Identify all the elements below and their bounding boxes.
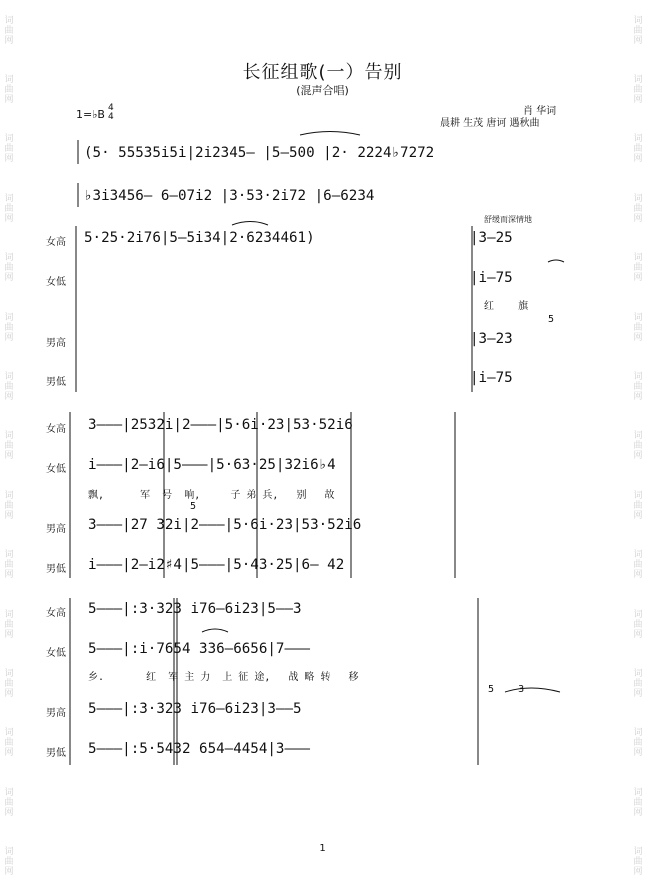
part-label-soprano: 女高: [46, 237, 66, 248]
part-label-bass: 男低: [46, 748, 66, 759]
tenor-line: 3–––|27 32i|2–––|5·6i·23|53·52i6: [88, 517, 362, 533]
key-signature: 1=♭B: [76, 108, 105, 121]
bass-line: i–––|2–i2♯4|5–––|5·43·25|6– 42: [88, 557, 345, 573]
song-subtitle: (混声合唱): [296, 84, 349, 97]
part-label-soprano: 女高: [46, 424, 66, 435]
bass-line: 5–––|:5·5432 654–4454|3–––: [88, 741, 311, 757]
part-label-bass: 男低: [46, 377, 66, 388]
alto-line: i–––|2–i6|5–––|5·63·25|32i6♭4: [88, 457, 336, 473]
tenor-upper-note: 5: [190, 501, 197, 512]
tie: [505, 688, 560, 692]
composer-credit: 晨耕 生茂 唐诃 遇秋曲: [440, 118, 540, 129]
bass-line: |i–75: [470, 370, 513, 386]
tenor-upper-note: 5: [548, 314, 555, 325]
watermark-right: 词曲网 词曲网 词曲网 词曲网 词曲网 词曲网 词曲网 词曲网 词曲网 词曲网 词曲网 词曲网 词曲网 词曲网 词曲网: [631, 14, 642, 877]
part-label-alto: 女低: [46, 648, 66, 659]
intro-line-2: ♭3i3456– 6–07i2 |3·53·2i72 |6–6234: [84, 188, 375, 204]
part-label-soprano: 女高: [46, 608, 66, 619]
soprano-line: |3–25: [470, 230, 513, 246]
tie: [202, 629, 228, 632]
song-title: 长征组歌(一）告别: [242, 62, 403, 83]
tie: [548, 260, 564, 262]
tie: [300, 132, 360, 136]
lyricist-credit: 肖 华词: [523, 106, 557, 117]
part-label-bass: 男低: [46, 564, 66, 575]
time-signature: 4 4: [108, 103, 114, 122]
part-label-tenor: 男高: [46, 708, 66, 719]
tie: [232, 222, 268, 226]
tenor-line: |3–23: [470, 331, 513, 347]
soprano-line: 5–––|:3·323 i76–6i23|5––3: [88, 601, 302, 617]
alto-lyrics: 飘, 军 号 响, 子 弟 兵, 别 故: [88, 490, 335, 501]
part-label-tenor: 男高: [46, 524, 66, 535]
tenor-line: 5–––|:3·323 i76–6i23|3––5: [88, 701, 302, 717]
performance-note: 舒缓而深情地: [484, 215, 532, 224]
watermark-left: 词曲网 词曲网 词曲网 词曲网 词曲网 词曲网 词曲网 词曲网 词曲网 词曲网 词曲网 词曲网 词曲网 词曲网 词曲网: [2, 14, 13, 877]
alto-line: 5–––|:i·7654 336–6656|7–––: [88, 641, 311, 657]
tenor-upper-note: 5 3: [488, 684, 525, 695]
part-label-alto: 女低: [46, 277, 66, 288]
intro-line-1: (5· 55535i5i|2i2345– |5–500 |2· 2224♭7272: [84, 145, 435, 161]
soprano-line: 3–––|2532i|2–––|5·6i·23|53·52i6: [88, 417, 353, 433]
part-label-alto: 女低: [46, 464, 66, 475]
alto-lyrics: 红 旗: [484, 301, 529, 312]
alto-lyrics: 乡. 红 军 主 力 上 征 途, 战 略 转 移: [88, 672, 359, 683]
soprano-intro-line: 5·25·2i76|5–5i34|2·6234461): [84, 230, 315, 246]
page-number: 1: [319, 843, 326, 854]
part-label-tenor: 男高: [46, 338, 66, 349]
alto-line: |i–75: [470, 270, 513, 286]
